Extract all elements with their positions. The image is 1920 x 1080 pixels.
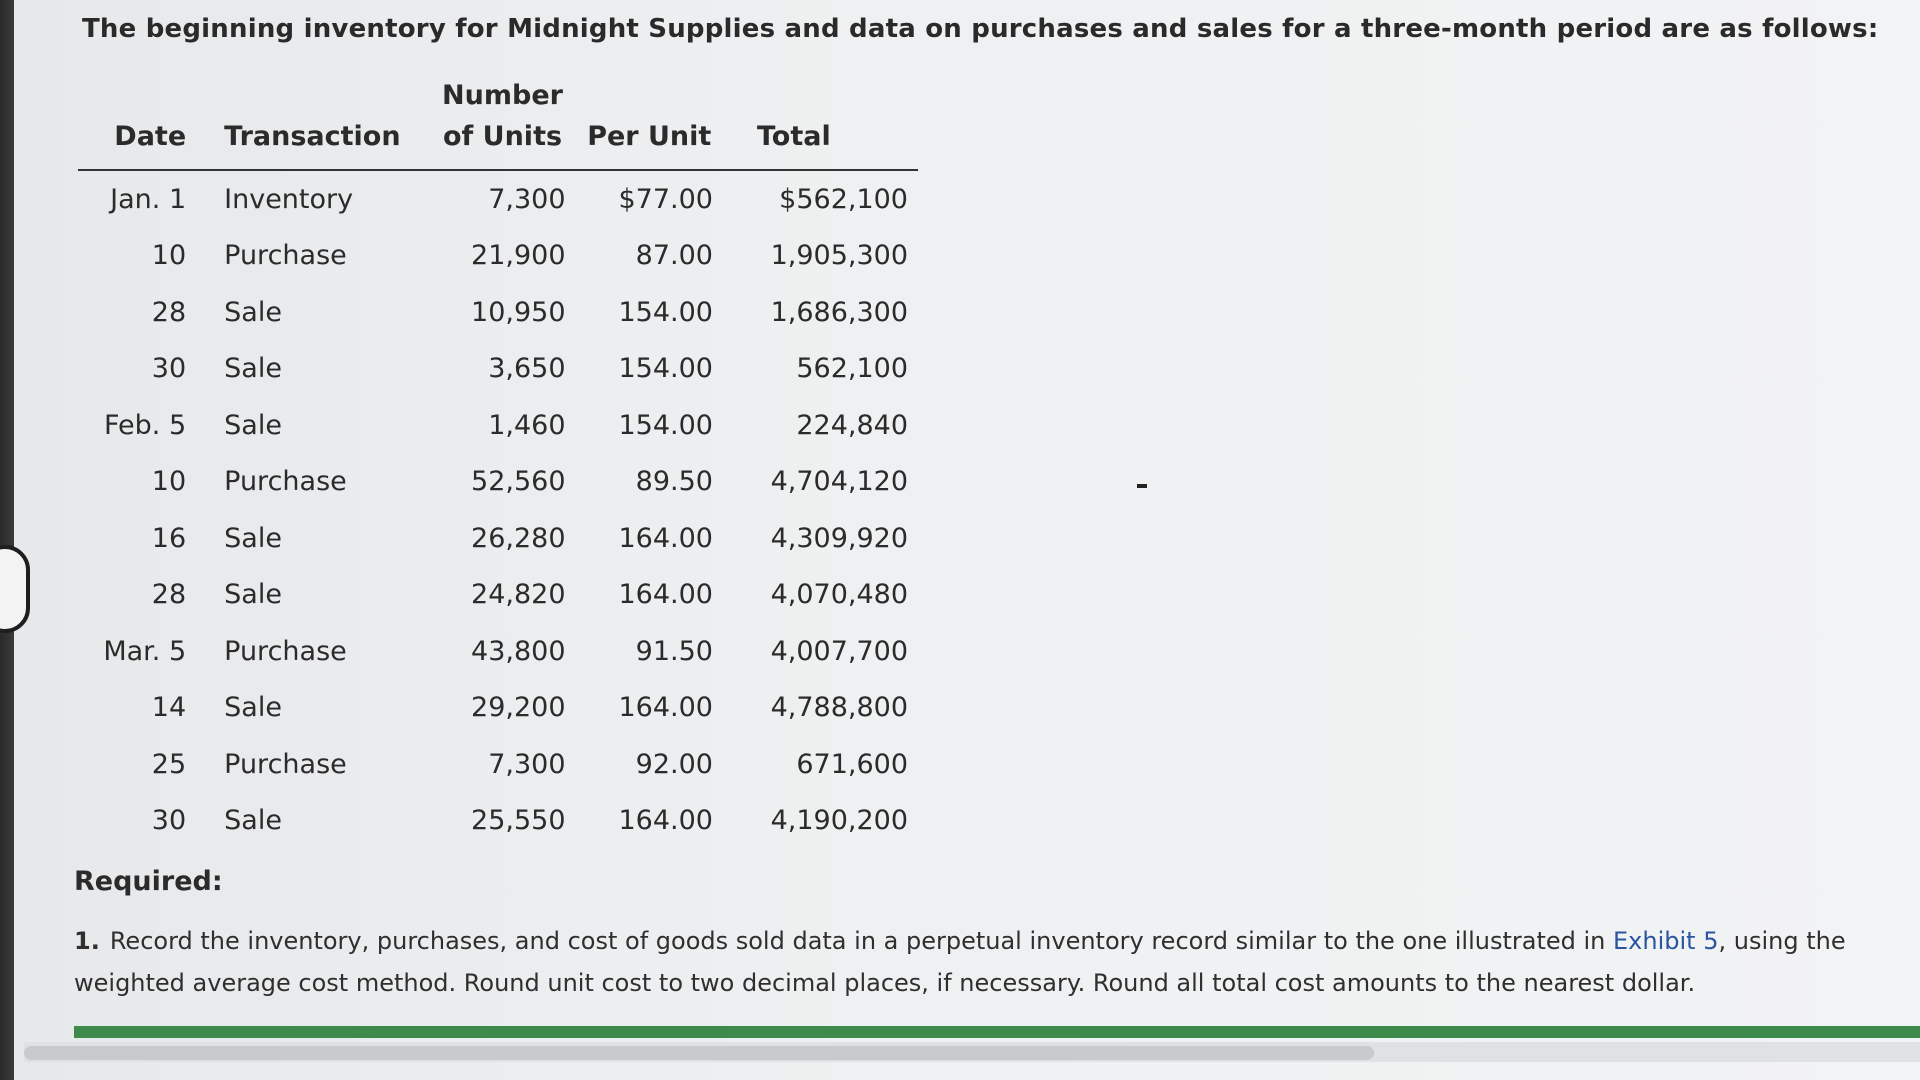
cell-date: 14	[151, 692, 187, 724]
header-transaction: Transaction	[196, 70, 429, 170]
cell-per-unit: 154.00	[618, 409, 713, 441]
table-row	[78, 567, 918, 624]
table-row	[78, 341, 918, 398]
required-heading: Required:	[74, 866, 223, 897]
task-text-after-link: , using the weighted average cost method. Round unit cost to two decimal places, if necessary. Round all total cost amounts to the nearest dollar.	[74, 927, 1846, 997]
header-date: Date	[78, 70, 196, 170]
cell-units: 3,650	[488, 353, 566, 385]
cell-total: 4,309,920	[770, 522, 908, 554]
table-header-row	[78, 70, 918, 170]
cell-transaction: Purchase	[224, 748, 347, 780]
table-row	[78, 623, 918, 680]
cell-total: 4,190,200	[770, 805, 908, 837]
cell-transaction: Sale	[224, 522, 282, 554]
cell-transaction: Sale	[224, 409, 282, 441]
intro-text: The beginning inventory for Midnight Supplies and data on purchases and sales for a three-month period are as follows:	[82, 14, 1879, 44]
cell-total: 4,070,480	[770, 579, 908, 611]
cell-date: Feb. 5	[103, 409, 187, 441]
cell-per-unit: 92.00	[635, 748, 713, 780]
cell-per-unit: 164.00	[618, 522, 713, 554]
table-row	[78, 736, 918, 793]
cell-date: 16	[151, 522, 187, 554]
cell-transaction: Sale	[224, 296, 282, 328]
monitor-bezel	[0, 0, 14, 1080]
cell-total: 1,905,300	[770, 240, 908, 272]
table-row	[78, 680, 918, 737]
table-row	[78, 510, 918, 567]
cell-date: 10	[151, 466, 187, 498]
cell-units: 7,300	[488, 748, 566, 780]
cell-total: $562,100	[779, 183, 908, 215]
cell-units: 21,900	[471, 240, 566, 272]
cell-date: 30	[151, 353, 187, 385]
task-instruction	[74, 920, 1894, 1004]
header-number-of-units	[430, 70, 576, 170]
cell-per-unit: 154.00	[618, 296, 713, 328]
cell-date: 28	[151, 579, 187, 611]
table-row	[78, 170, 918, 228]
mouse-cursor-mark	[1137, 484, 1147, 488]
cell-transaction: Purchase	[224, 240, 347, 272]
inventory-table	[78, 70, 918, 849]
cell-transaction: Sale	[224, 692, 282, 724]
cell-units: 10,950	[471, 296, 566, 328]
cell-per-unit: 91.50	[635, 635, 713, 667]
cell-date: 28	[151, 296, 187, 328]
cell-transaction: Sale	[224, 353, 282, 385]
task-number: 1.	[74, 927, 100, 955]
cell-per-unit: 87.00	[635, 240, 713, 272]
horizontal-scrollbar-thumb[interactable]	[24, 1046, 1374, 1060]
cell-units: 26,280	[471, 522, 566, 554]
task-text-before-link: Record the inventory, purchases, and cost of goods sold data in a perpetual inventory record similar to the one illustrated in	[109, 927, 1606, 955]
cell-per-unit: 164.00	[618, 692, 713, 724]
table-row	[78, 228, 918, 285]
exhibit-5-link[interactable]: Exhibit 5	[1613, 927, 1719, 955]
cell-total: 4,788,800	[770, 692, 908, 724]
cell-transaction: Purchase	[224, 466, 347, 498]
cell-total: 1,686,300	[770, 296, 908, 328]
cell-units: 25,550	[471, 805, 566, 837]
cell-units: 52,560	[471, 466, 566, 498]
header-units-line1: Number	[442, 80, 563, 111]
cell-per-unit: 164.00	[618, 579, 713, 611]
cell-transaction: Sale	[224, 579, 282, 611]
cell-date: 10	[151, 240, 187, 272]
cell-total: 562,100	[796, 353, 908, 385]
cell-units: 29,200	[471, 692, 566, 724]
section-divider-bar	[74, 1026, 1920, 1038]
cell-transaction: Purchase	[224, 635, 347, 667]
table-row	[78, 793, 918, 850]
cell-total: 224,840	[796, 409, 908, 441]
cell-date: Mar. 5	[103, 635, 187, 667]
cell-units: 24,820	[471, 579, 566, 611]
cell-per-unit: $77.00	[618, 183, 713, 215]
cell-per-unit: 89.50	[635, 466, 713, 498]
cell-total: 671,600	[796, 748, 908, 780]
cell-per-unit: 164.00	[618, 805, 713, 837]
cell-units: 43,800	[471, 635, 566, 667]
cell-per-unit: 154.00	[618, 353, 713, 385]
table-row	[78, 397, 918, 454]
header-total: Total	[723, 70, 918, 170]
cell-units: 7,300	[488, 183, 566, 215]
table-row	[78, 284, 918, 341]
bezel-knob	[0, 545, 30, 633]
table-row	[78, 454, 918, 511]
header-units-line2: of Units	[442, 120, 563, 152]
cell-total: 4,704,120	[770, 466, 908, 498]
cell-transaction: Inventory	[224, 183, 354, 215]
header-per-unit: Per Unit	[576, 70, 723, 170]
cell-date: 30	[151, 805, 187, 837]
cell-transaction: Sale	[224, 805, 282, 837]
cell-units: 1,460	[488, 409, 566, 441]
cell-date: 25	[151, 748, 187, 780]
cell-date: Jan. 1	[110, 183, 187, 215]
cell-total: 4,007,700	[770, 635, 908, 667]
